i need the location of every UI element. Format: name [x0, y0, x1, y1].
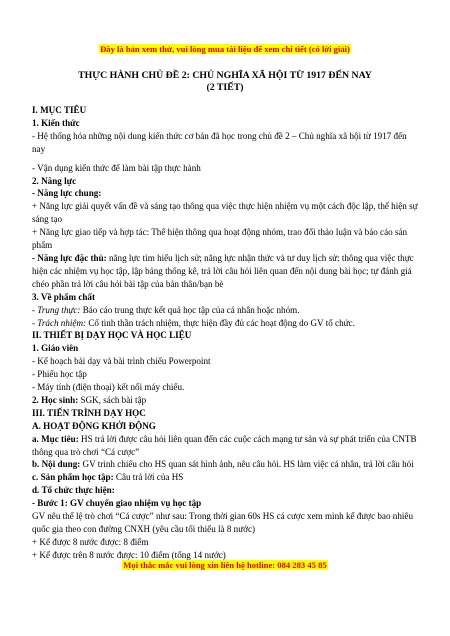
- paragraph: + Kể được 8 nước được: 8 điểm: [32, 536, 149, 547]
- paragraph: [32, 433, 422, 459]
- inline-text: năng lực tìm hiểu lịch sử; năng lực nhận thức và tư duy lịch sử: thông qua việc thực hiện các nhiệm vụ học tập, lập bảng thống kê, trả lời câu hỏi liên quan đến nội dung bài học; tự đánh giá chéo phần trả lời câu hỏi bài tập của bản thân/bạn bè: [32, 252, 414, 289]
- subsection-heading: 1. Kiến thức: [32, 117, 80, 128]
- paragraph: - Vận dụng kiến thức để làm bài tập thực hành: [32, 162, 201, 173]
- inline-text: GV trình chiếu cho HS quan sát hình ảnh, nêu câu hỏi. HS làm việc cá nhân, trả lời câu hỏi: [80, 459, 414, 470]
- inline-label: 2. Học sinh:: [32, 394, 79, 405]
- subsection-heading: A. HOẠT ĐỘNG KHỞI ĐỘNG: [32, 420, 156, 431]
- subsection-heading: d. Tổ chức thực hiện:: [32, 485, 115, 496]
- document-subtitle: (2 TIẾT): [206, 82, 244, 93]
- inline-label: b. Nội dung:: [32, 459, 81, 470]
- paragraph: [32, 394, 422, 407]
- hotline-banner-text: Mọi thắc mắc vui lòng xin liên hệ hotline: 084 283 45 85: [123, 560, 327, 570]
- paragraph: + Kể được trên 8 nước được: 10 điểm (tổng 14 nước): [32, 549, 226, 560]
- inline-text: SGK, sách bài tập: [78, 394, 147, 405]
- paragraph: [32, 304, 422, 317]
- subsection-heading: 1. Giáo viên: [32, 343, 79, 354]
- subsection-heading: 2. Năng lực: [32, 175, 77, 186]
- preview-banner-text: Đây là bản xem thử, vui lòng mua tài liệu để xem chi tiết (có lời giải): [100, 44, 350, 54]
- hotline-banner: [0, 560, 450, 570]
- inline-label: - Trung thực:: [32, 304, 81, 315]
- paragraph: + Năng lực giao tiếp và hợp tác: Thể hiện thông qua hoạt động nhóm, trao đổi thảo luận và báo cáo sản phẩm: [32, 227, 408, 251]
- section-heading: II. THIẾT BỊ DẠY HỌC VÀ HỌC LIỆU: [32, 330, 192, 341]
- inline-label: - Trách nhiệm:: [32, 317, 87, 328]
- inline-text: Câu trả lời của HS: [113, 472, 184, 483]
- paragraph: - Kế hoạch bài dạy và bài trình chiếu Powerpoint: [32, 356, 211, 367]
- inline-text: Báo cáo trung thực kết quả học tập của cá nhân hoặc nhóm.: [80, 304, 300, 315]
- inline-label: c. Sản phẩm học tập:: [32, 472, 114, 483]
- paragraph: + Năng lực giải quyết vấn đề và sáng tạo thông qua việc thực hiện nhiệm vụ một cách độc lập, thể hiện sự sáng tạo: [32, 201, 418, 225]
- paragraph: - Hệ thống hóa những nội dung kiến thức cơ bản đã học trong chủ đề 2 – Chủ nghĩa xã hội từ 1917 đến nay: [32, 130, 407, 154]
- inline-text: Cố tinh thần trách nhiệm, thực hiện đầy đủ các hoạt động do GV tổ chức.: [86, 317, 355, 328]
- section-heading: I. MỤC TIÊU: [32, 105, 87, 115]
- document-title: THỰC HÀNH CHỦ ĐỀ 2: CHỦ NGHĨA XÃ HỘI TỪ 1917 ĐẾN NAY: [78, 70, 372, 81]
- paragraph: GV nêu thể lệ trò chơi “Cá cược” như sau: Trong thời gian 60s HS cá cược xem mình kể được bao nhiêu quốc gia theo con đường CNXH (yêu cầu tối thiểu là 8 nước): [32, 511, 413, 534]
- paragraph: [32, 252, 422, 291]
- paragraph: [32, 317, 422, 330]
- paragraph: [32, 458, 422, 471]
- inline-label: a. Mục tiêu:: [32, 433, 79, 444]
- paragraph: [32, 471, 422, 484]
- preview-banner: [0, 44, 450, 54]
- subsection-label: - Năng lực chung:: [32, 188, 102, 199]
- inline-text: HS trả lời được câu hỏi liên quan đến các cuộc cách mạng tư sản và sự phát triển của CNTB thông qua trò chơi “Cá cược”: [32, 433, 417, 457]
- inline-label: - Năng lực đặc thù:: [32, 252, 107, 263]
- paragraph: - Máy tính (điện thoại) kết nối máy chiếu.: [32, 382, 185, 393]
- paragraph: - Phiếu học tập: [32, 369, 87, 380]
- section-heading: III. TIẾN TRÌNH DẠY HỌC: [32, 407, 146, 418]
- step-heading: - Bước 1: GV chuyển giao nhiệm vụ học tập: [32, 498, 202, 509]
- subsection-heading: 3. Về phẩm chất: [32, 291, 95, 302]
- document-body: [32, 98, 422, 562]
